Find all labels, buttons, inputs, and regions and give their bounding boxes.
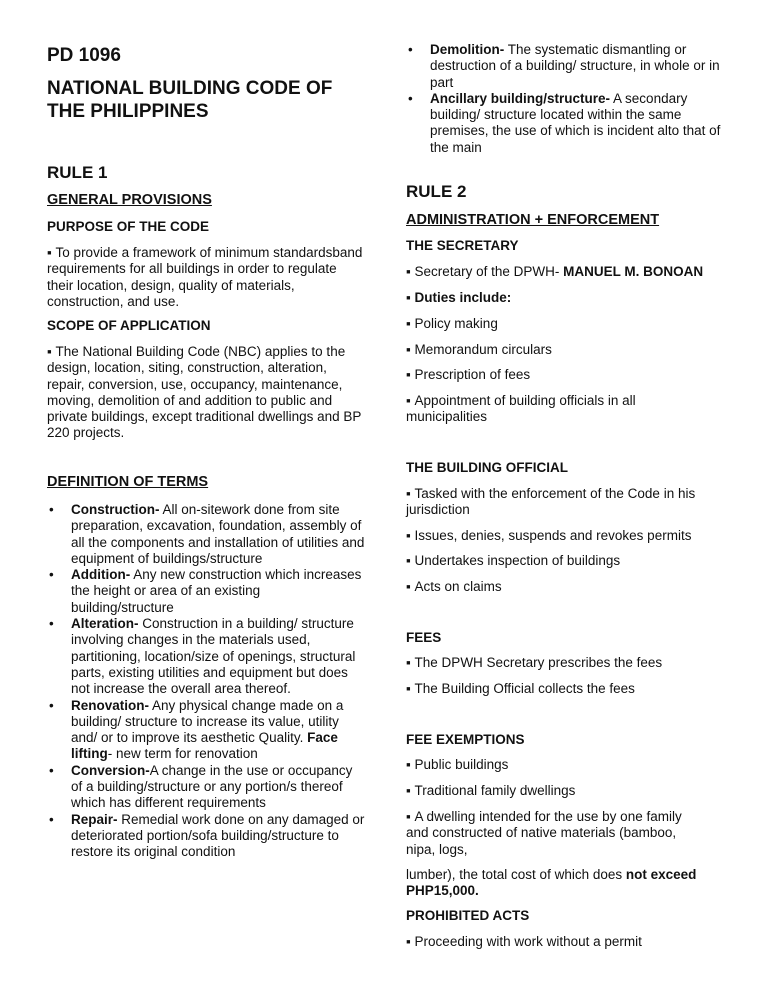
secretary-name-line <box>406 264 736 280</box>
definition-construction <box>47 502 365 567</box>
definition-text: A change in the use or occupancy of a building/structure or any portion/s thereof which has different requirements <box>71 762 353 811</box>
definition-text: Construction in a building/ structure involving changes in the materials used, partitioning, location/size of openings, structural parts, existing utilities and equipment but does not increase the overall area thereof. <box>71 616 356 697</box>
continuation-text: lumber), the total cost of which does <box>406 867 626 882</box>
official-item: ▪ Issues, denies, suspends and revokes permits <box>406 528 736 544</box>
exemption-item: ▪ A dwelling intended for the use by one family and constructed of native materials (bamboo, nipa, logs, <box>406 809 706 858</box>
definition-text: Remedial work done on any damaged or deteriorated portion/sofa building/structure to restore its original condition <box>71 811 365 860</box>
document-code <box>47 44 121 67</box>
secretary-prefix: Secretary of the DPWH- <box>414 264 564 279</box>
fees-heading: FEES <box>406 630 442 645</box>
official-item: ▪ Undertakes inspection of buildings <box>406 553 620 569</box>
definition-alteration <box>47 616 365 697</box>
definition-renovation <box>47 698 365 763</box>
title-line-1: NATIONAL BUILDING CODE OF <box>47 78 333 99</box>
bullet-icon: • <box>408 90 413 106</box>
purpose-heading: PURPOSE OF THE CODE <box>47 219 210 234</box>
prohibited-item: ▪ Proceeding with work without a permit <box>406 934 642 950</box>
duty-item: ▪ Appointment of building officials in all municipalities <box>406 393 676 426</box>
term: Demolition- <box>430 42 505 57</box>
definition-addition <box>47 567 365 616</box>
general-provisions-heading: GENERAL PROVISIONS <box>47 192 212 208</box>
definitions-list-continued <box>406 42 726 156</box>
code-heading: PD 1096 <box>47 45 121 66</box>
secretary-heading: THE SECRETARY <box>406 238 519 253</box>
term: Repair- <box>71 811 118 827</box>
official-item: ▪ Tasked with the enforcement of the Code in his jurisdiction <box>406 486 726 519</box>
term: Construction- <box>71 502 160 517</box>
definition-text: Any physical change made on a building/ structure to increase its value, utility and/ or to improve its aesthetic Quality. <box>71 697 344 746</box>
duty-item: ▪ Memorandum circulars <box>406 342 552 358</box>
definition-conversion <box>47 763 365 812</box>
administration-heading: ADMINISTRATION + ENFORCEMENT <box>406 212 660 228</box>
bullet-icon: • <box>49 567 54 583</box>
bullet-icon: • <box>49 762 54 778</box>
scope-text: ▪ The National Building Code (NBC) applies to the design, location, siting, construction, alteration, repair, conversion, use, occupancy, maintenance, moving, demolition of and addition to public and private buildings, except traditional dwellings and BP 220 projects. <box>47 344 365 442</box>
bullet-icon: • <box>49 811 54 827</box>
duties-label: Duties include: <box>414 290 512 305</box>
secretary-name: MANUEL M. BONOAN <box>563 264 704 279</box>
title-line-2: THE PHILIPPINES <box>47 101 209 122</box>
cost-limit: not exceed PHP15,000. <box>406 867 697 899</box>
term: Renovation- <box>71 697 150 713</box>
definition-text: A secondary building/ structure located within the same premises, the use of which is incident alto that of the main <box>430 90 721 155</box>
exemption-item: ▪ Traditional family dwellings <box>406 783 575 799</box>
scope-heading: SCOPE OF APPLICATION <box>47 318 211 333</box>
definition-ancillary <box>406 91 726 156</box>
exemption-continuation <box>406 867 746 900</box>
definition-text: The systematic dismantling or destruction of a building/ structure, in whole or in part <box>430 42 720 90</box>
duties-label-line <box>406 290 511 306</box>
fees-item: ▪ The DPWH Secretary prescribes the fees <box>406 655 662 671</box>
term: Conversion- <box>71 762 150 778</box>
document-title <box>47 77 377 123</box>
fees-item: ▪ The Building Official collects the fees <box>406 681 635 697</box>
duty-item: ▪ Prescription of fees <box>406 367 530 383</box>
bullet-icon: • <box>49 502 54 517</box>
rule-1-title: RULE 1 <box>47 163 108 182</box>
definitions-list <box>47 502 365 861</box>
term-secondary: Face lifting <box>71 730 338 762</box>
definition-repair <box>47 812 365 861</box>
exemption-item: ▪ Public buildings <box>406 757 508 773</box>
term: Alteration- <box>71 616 139 632</box>
duty-item: ▪ Policy making <box>406 316 498 332</box>
bullet-icon: • <box>408 42 413 57</box>
fee-exemptions-heading: FEE EXEMPTIONS <box>406 732 525 747</box>
definition-text: Any new construction which increases the height or area of an existing building/structure <box>71 567 362 615</box>
bullet-icon: • <box>49 616 54 632</box>
rule-2-title: RULE 2 <box>406 182 467 201</box>
definitions-heading: DEFINITION OF TERMS <box>47 474 209 490</box>
official-item: ▪ Acts on claims <box>406 579 502 595</box>
definition-text-secondary: - new term for renovation <box>107 746 258 762</box>
term: Ancillary building/structure- <box>430 90 611 106</box>
building-official-heading: THE BUILDING OFFICIAL <box>406 460 568 475</box>
purpose-text: ▪ To provide a framework of minimum standardsband requirements for all buildings in order to regulate their location, design, quality of materials, construction, and use. <box>47 245 365 310</box>
term: Addition- <box>71 567 131 583</box>
definition-text: All on-sitework done from site preparation, excavation, foundation, assembly of all the components and installation of utilities and equipment of buildings/structure <box>71 502 365 566</box>
prohibited-acts-heading: PROHIBITED ACTS <box>406 908 530 923</box>
bullet-icon: • <box>49 697 54 713</box>
definition-demolition <box>406 42 726 91</box>
